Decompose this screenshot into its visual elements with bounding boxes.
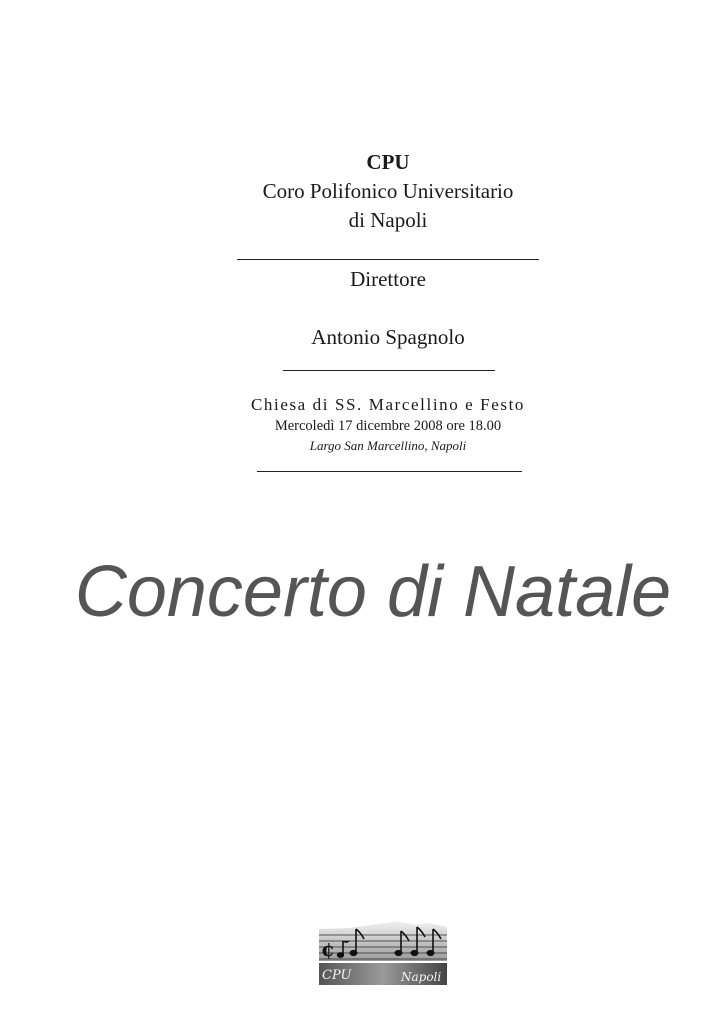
director-name: Antonio Spagnolo bbox=[311, 325, 465, 349]
choir-acronym: CPU bbox=[366, 150, 410, 174]
choir-name-line2: di Napoli bbox=[348, 208, 428, 232]
concert-title: Concerto di Natale bbox=[74, 552, 672, 632]
music-notes-staff-logo-icon bbox=[319, 919, 447, 985]
venue-name: Chiesa di SS. Marcellino e Festo bbox=[250, 395, 526, 414]
divider-rule bbox=[283, 370, 495, 371]
logo-left-text: CPU bbox=[322, 968, 352, 983]
logo-right-text: Napoli bbox=[401, 970, 442, 984]
venue-address: Largo San Marcellino, Napoli bbox=[309, 438, 467, 453]
event-date-time: Mercoledì 17 dicembre 2008 ore 18.00 bbox=[274, 418, 502, 434]
choir-name-line1: Coro Polifonico Universitario bbox=[262, 179, 514, 203]
svg-text:¢: ¢ bbox=[321, 937, 335, 961]
divider-rule bbox=[237, 259, 539, 260]
divider-rule bbox=[257, 471, 522, 472]
role-label: Direttore bbox=[350, 267, 426, 291]
